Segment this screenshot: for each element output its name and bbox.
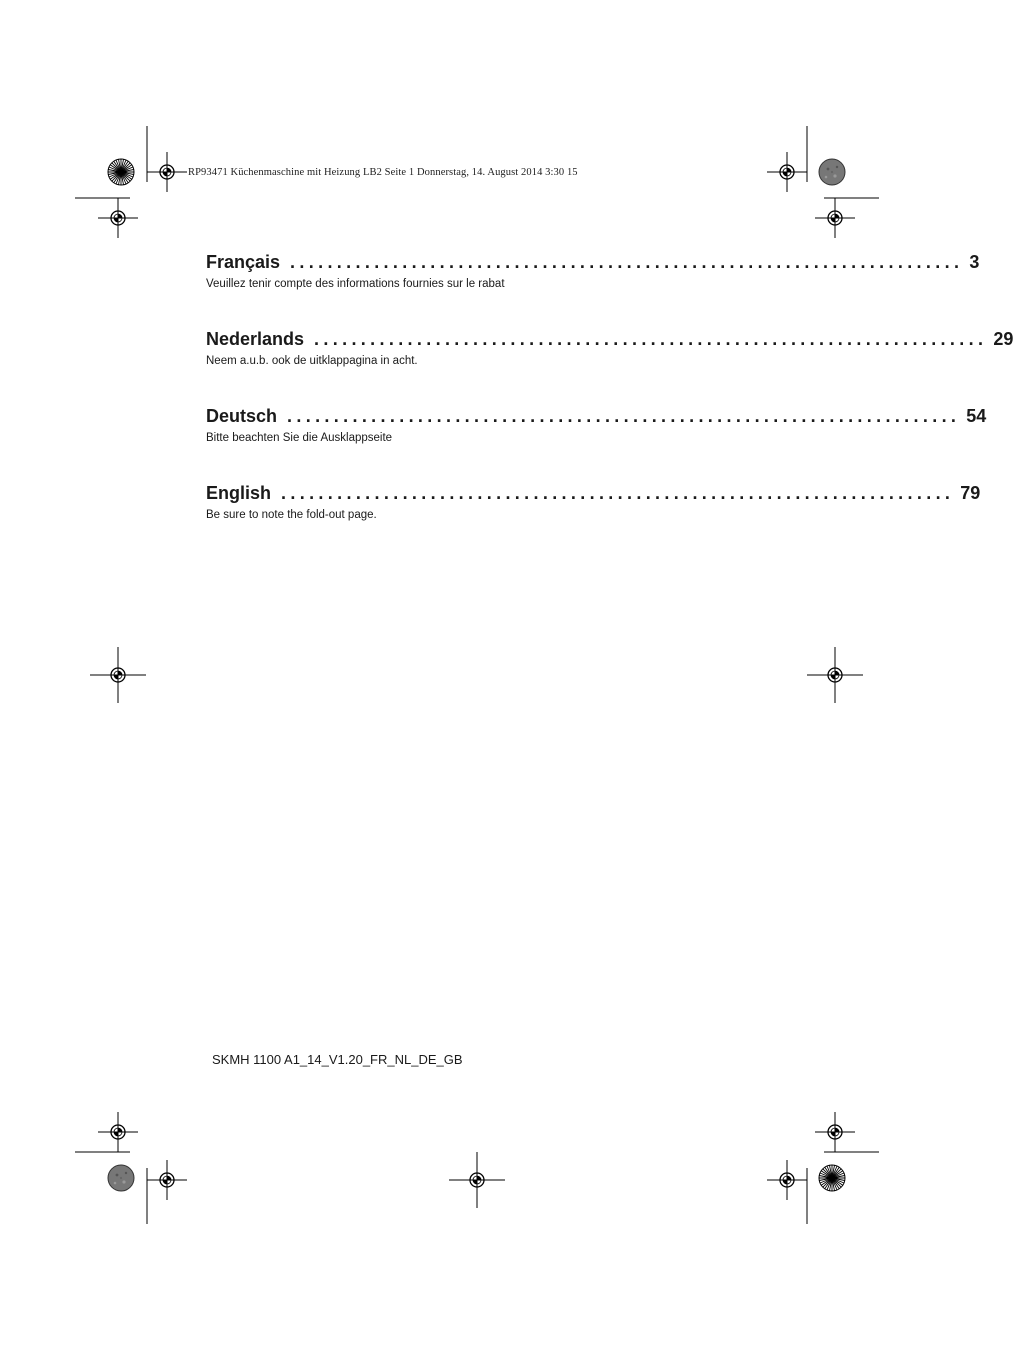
- print-slug-header: RP93471 Küchenmaschine mit Heizung LB2 Seite 1 Donnerstag, 14. August 2014 3:30 15: [188, 167, 578, 178]
- toc-page-number: 3: [969, 252, 980, 272]
- toc-title: Français: [206, 252, 281, 272]
- dot-leader: ........................................................................: [281, 483, 955, 503]
- toc-title: English: [206, 483, 272, 503]
- toc-page-number: 29: [993, 329, 1013, 349]
- toc-line: [206, 481, 981, 505]
- toc-entry-francais[interactable]: [206, 250, 980, 327]
- toc-title: Nederlands: [206, 329, 305, 349]
- document-code: SKMH 1100 A1_14_V1.20_FR_NL_DE_GB: [212, 1052, 463, 1067]
- toc-description: Veuillez tenir compte des informations fournies sur le rabat: [206, 278, 505, 290]
- toc-page-number: 54: [966, 406, 987, 426]
- toc-title: Deutsch: [206, 406, 278, 426]
- toc-entry-nederlands[interactable]: [206, 327, 1013, 404]
- dot-leader: ........................................................................: [314, 329, 988, 349]
- table-of-contents: [206, 250, 1013, 558]
- toc-description: Bitte beachten Sie die Ausklappseite: [206, 432, 393, 444]
- toc-page-number: 79: [960, 483, 981, 503]
- dot-leader: ........................................................................: [290, 252, 964, 272]
- toc-entry-deutsch[interactable]: [206, 404, 987, 481]
- toc-description: Neem a.u.b. ook de uitklappagina in acht.: [206, 355, 418, 367]
- toc-line: [206, 327, 1013, 351]
- dot-leader: ........................................................................: [287, 406, 961, 426]
- toc-description: Be sure to note the fold-out page.: [206, 509, 377, 521]
- toc-entry-english[interactable]: [206, 481, 981, 558]
- toc-line: [206, 404, 987, 428]
- toc-line: [206, 250, 980, 274]
